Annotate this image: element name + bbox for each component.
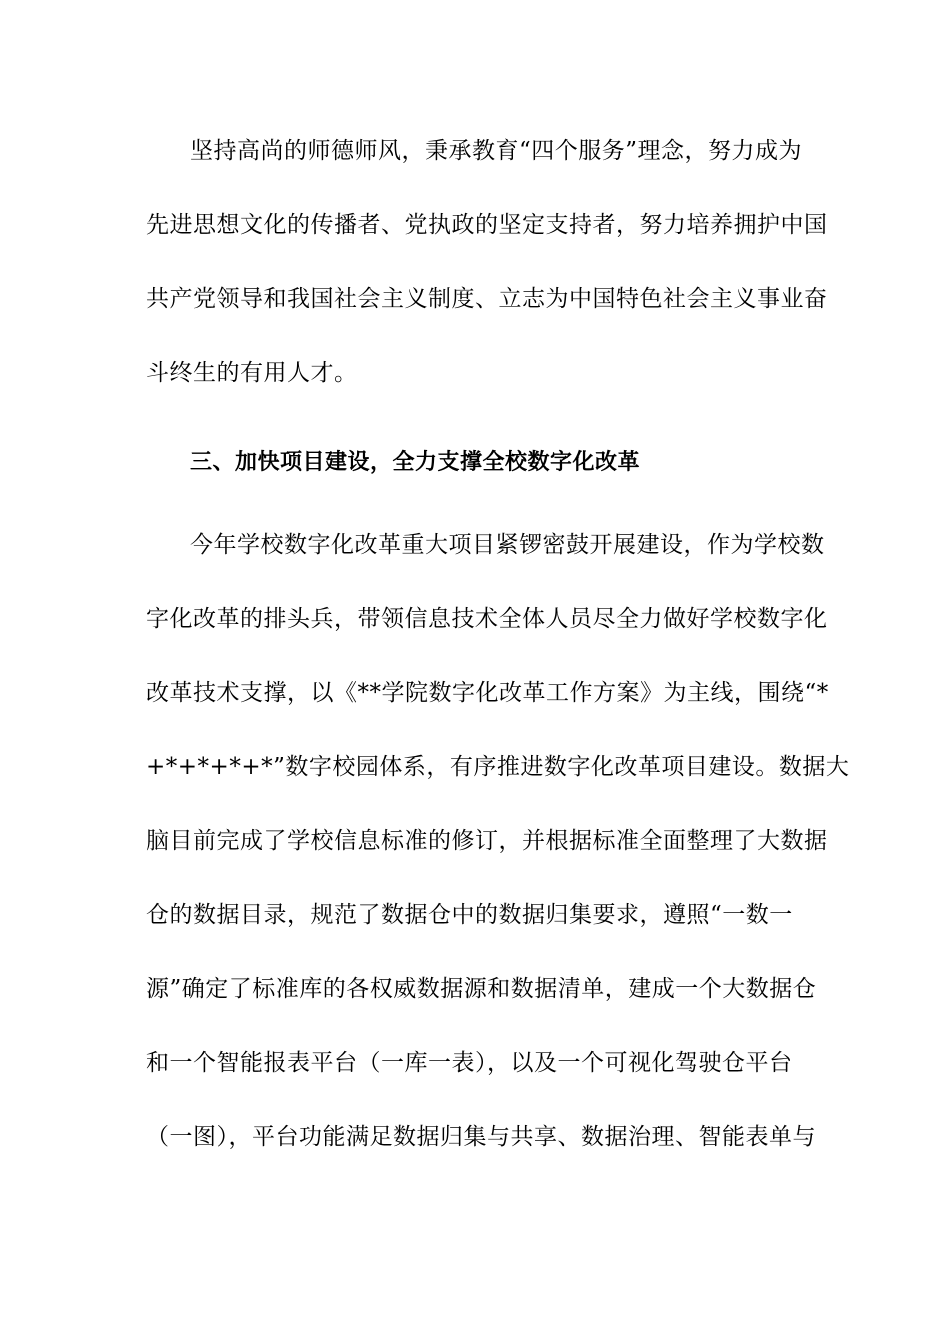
paragraph-1-line-3: 共产党领导和我国社会主义制度、立志为中国特色社会主义事业奋: [146, 286, 828, 312]
paragraph-2-line-7: 源”确定了标准库的各权威数据源和数据清单，建成一个大数据仓: [146, 976, 817, 1002]
paragraph-1-line-4: 斗终生的有用人才。: [146, 360, 358, 386]
paragraph-2-line-4: +*+*+*+*”数字校园体系，有序推进数字化改革项目建设。数据大: [146, 754, 850, 780]
section-heading: 三、加快项目建设，全力支撑全校数字化改革: [190, 450, 641, 475]
paragraph-2-line-9: （一图），平台功能满足数据归集与共享、数据治理、智能表单与: [146, 1124, 816, 1150]
paragraph-1-line-2: 先进思想文化的传播者、党执政的坚定支持者，努力培养拥护中国: [146, 212, 828, 238]
paragraph-2-line-3: 改革技术支撑，以《**学院数字化改革工作方案》为主线，围绕“*: [146, 680, 829, 706]
paragraph-1-line-1: 坚持高尚的师德师风，秉承教育“四个服务”理念，努力成为: [190, 138, 803, 164]
paragraph-2-line-1: 今年学校数字化改革重大项目紧锣密鼓开展建设，作为学校数: [190, 532, 825, 558]
paragraph-2-line-2: 字化改革的排头兵，带领信息技术全体人员尽全力做好学校数字化: [146, 606, 828, 632]
paragraph-2-line-8: 和一个智能报表平台（一库一表），以及一个可视化驾驶仓平台: [146, 1050, 793, 1076]
paragraph-2-line-5: 脑目前完成了学校信息标准的修订，并根据标准全面整理了大数据: [146, 828, 828, 854]
paragraph-2-line-6: 仓的数据目录，规范了数据仓中的数据归集要求，遵照“一数一: [146, 902, 793, 928]
